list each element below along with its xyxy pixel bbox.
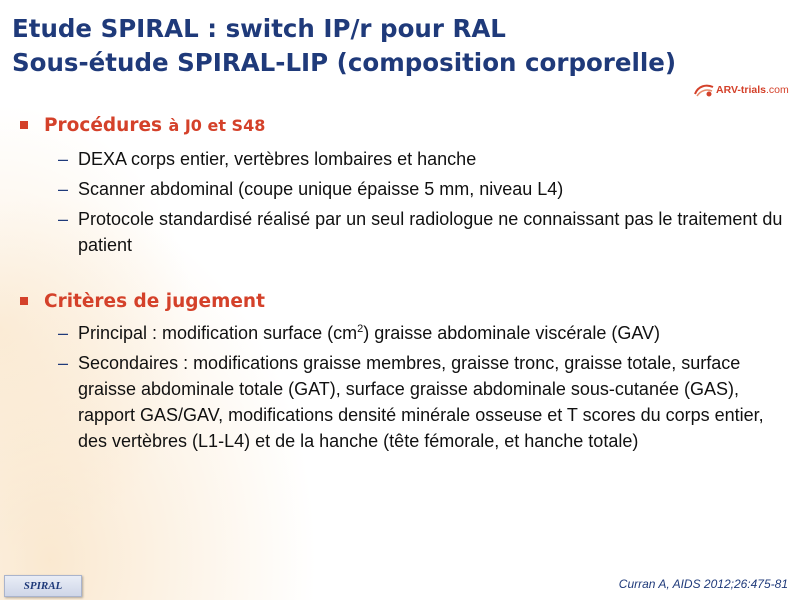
title-line-2: Sous-étude SPIRAL-LIP (composition corporelle) <box>12 48 677 77</box>
section-heading: Procédures à J0 et S48 <box>44 115 266 136</box>
arv-trials-logo-icon <box>694 82 714 98</box>
list-item: – Principal : modification surface $(cm^2)$ graisse abdominale viscérale (GAV) <box>16 320 786 346</box>
list-item: – Secondaires : modifications graisse membres, graisse tronc, graisse totale, surface graisse abdominale totale (GAT), surface graisse abdominale sous-cutanée (GAS), rapport GAS/GAV, modifications densité minérale osseuse et T scores du corps entier, des vertèbres (L1-L4) et de la hanche (tête fémorale, et hanche totale) <box>16 350 786 454</box>
title-line-1: Etude SPIRAL : switch IP/r pour RAL <box>12 14 506 43</box>
dash-bullet-icon: – <box>58 353 69 373</box>
square-bullet-icon <box>20 121 28 129</box>
spiral-tag: SPIRAL <box>4 575 82 597</box>
dash-bullet-icon: – <box>58 323 69 343</box>
slide-title <box>12 12 702 80</box>
citation: Curran A, AIDS 2012;26:475-81 <box>618 577 788 591</box>
section-procedures <box>16 112 786 140</box>
logo-text: ARV-trials.com <box>716 84 789 96</box>
list-item: – Scanner abdominal (coupe unique épaisse 5 mm, niveau L4) <box>16 176 786 202</box>
section-heading: Critères de jugement <box>44 291 265 312</box>
list-item: – Protocole standardisé réalisé par un seul radiologue ne connaissant pas le traitement du patient <box>16 206 786 258</box>
dash-bullet-icon: – <box>58 209 69 229</box>
square-bullet-icon <box>20 297 28 305</box>
dash-bullet-icon: – <box>58 179 69 199</box>
arv-trials-logo <box>694 80 794 100</box>
section-criteria <box>16 288 786 316</box>
list-item: – DEXA corps entier, vertèbres lombaires et hanche <box>16 146 786 172</box>
slide-content <box>16 112 786 454</box>
dash-bullet-icon: – <box>58 149 69 169</box>
